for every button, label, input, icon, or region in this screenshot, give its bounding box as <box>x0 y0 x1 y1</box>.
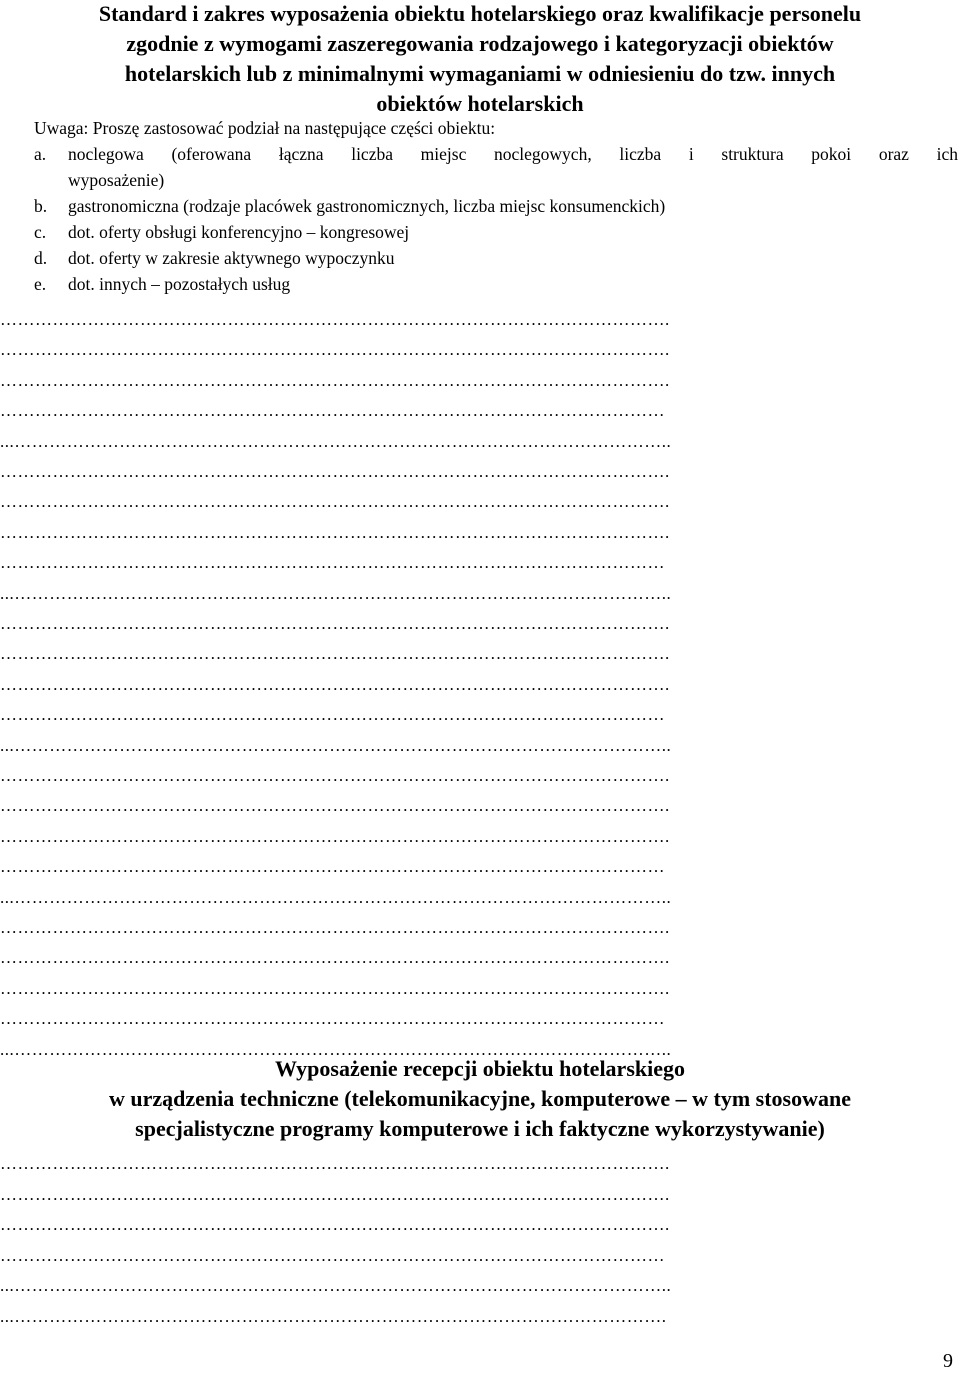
title-line-2: zgodnie z wymogami zaszeregowania rodzajowego i kategoryzacji obiektów <box>126 31 834 56</box>
dotted-fill-line: ...………………………………………………………………………………………………….. <box>0 431 672 451</box>
dotted-fill-line: ……………………………………………………………………………………………………. <box>0 1184 670 1204</box>
note-item-c <box>34 219 958 245</box>
note-item-label: b. <box>34 196 48 216</box>
note-item-a-cont <box>34 167 958 193</box>
dotted-fill-line: ...…………………………………………………………………………………………………. <box>0 1306 667 1326</box>
dotted-fill-line: ……………………………………………………………………………………………………. <box>0 1154 670 1173</box>
section2-title-line-2: w urządzenia techniczne (telekomunikacyjne, komputerowe – w tym stosowane <box>108 1086 852 1111</box>
dotted-fill-line: ……………………………………………………………………………………………………. <box>0 796 670 816</box>
title-line-4: obiektów hotelarskich <box>376 91 584 116</box>
dotted-fill-line: …………………………………………………………………………………………………… <box>0 1009 665 1029</box>
dotted-fill-line: ……………………………………………………………………………………………………. <box>0 674 670 694</box>
dotted-fill-line: …………………………………………………………………………………………………… <box>0 553 665 573</box>
note-item-d <box>34 245 958 271</box>
dotted-fill-line: ...………………………………………………………………………………………………….. <box>0 1276 672 1295</box>
note-item-text: gastronomiczna (rodzaje placówek gastronomicznych, liczba miejsc konsumenckich) <box>68 196 666 216</box>
note-item-e <box>34 271 958 297</box>
dotted-fill-line: ……………………………………………………………………………………………………. <box>0 644 670 664</box>
dotted-fill-line: …………………………………………………………………………………………………… <box>0 857 665 877</box>
note-item-a <box>34 141 958 167</box>
note-item-label: c. <box>34 222 47 242</box>
dotted-fill-line: …………………………………………………………………………………………………… <box>0 401 665 421</box>
dotted-fill-line: ……………………………………………………………………………………………………. <box>0 340 670 360</box>
dotted-fill-line: …………………………………………………………………………………………………… <box>0 705 665 725</box>
note-intro: Uwaga: Proszę zastosować podział na następujące części obiektu: <box>34 118 496 138</box>
dotted-fill-line: ……………………………………………………………………………………………………. <box>0 978 670 998</box>
dotted-fill-line: ...………………………………………………………………………………………………….. <box>0 735 672 755</box>
section2-title-line-3: specjalistyczne programy komputerowe i ich faktyczne wykorzystywanie) <box>135 1116 825 1141</box>
dotted-fill-line: ……………………………………………………………………………………………………. <box>0 1215 670 1234</box>
section2-title-line-1: Wyposażenie recepcji obiektu hotelarskiego <box>274 1056 685 1081</box>
dotted-fill-line: ...………………………………………………………………………………………………….. <box>0 583 672 603</box>
section2-title <box>20 1054 940 1144</box>
note-item-text: dot. oferty obsługi konferencyjno – kongresowej <box>68 222 410 242</box>
page-number: 9 <box>943 1350 953 1372</box>
dotted-fill-line: ……………………………………………………………………………………………………. <box>0 310 670 329</box>
dotted-fill-line: ……………………………………………………………………………………………………. <box>0 948 670 968</box>
dotted-fill-line: ...………………………………………………………………………………………………….. <box>0 887 672 907</box>
dotted-fill-line: ……………………………………………………………………………………………………. <box>0 826 670 846</box>
dotted-fill-line: ……………………………………………………………………………………………………. <box>0 492 670 512</box>
dotted-fill-line: ……………………………………………………………………………………………………. <box>0 614 670 633</box>
title-line-3: hotelarskich lub z minimalnymi wymaganiami w odniesieniu do tzw. innych <box>124 61 836 86</box>
note-item-label: d. <box>34 248 48 268</box>
document-title <box>26 0 934 119</box>
dotted-fill-line: ……………………………………………………………………………………………………. <box>0 462 670 481</box>
dotted-fill-line: ...………………………………………………………………………………………………….. <box>0 1039 672 1059</box>
note-item-text-continued: wyposażenie) <box>68 170 165 190</box>
title-line-1: Standard i zakres wyposażenia obiektu hotelarskiego oraz kwalifikacje personelu <box>98 1 862 26</box>
dotted-fill-line: …………………………………………………………………………………………………… <box>0 1245 665 1265</box>
dotted-fill-line: ……………………………………………………………………………………………………. <box>0 766 670 785</box>
note-item-text: dot. innych – pozostałych usług <box>68 274 291 294</box>
dotted-fill-line: ……………………………………………………………………………………………………. <box>0 522 670 542</box>
note-item-text: dot. oferty w zakresie aktywnego wypoczynku <box>68 248 395 268</box>
instruction-note <box>34 115 958 297</box>
note-item-label: e. <box>34 274 47 294</box>
note-item-b <box>34 193 958 219</box>
note-item-text: noclegowa (oferowana łączna liczba miejsc noclegowych, liczba i struktura pokoi oraz ich <box>68 144 958 164</box>
dotted-fill-line: ……………………………………………………………………………………………………. <box>0 370 670 390</box>
dotted-fill-line: ……………………………………………………………………………………………………. <box>0 918 670 937</box>
note-item-label: a. <box>34 144 47 164</box>
